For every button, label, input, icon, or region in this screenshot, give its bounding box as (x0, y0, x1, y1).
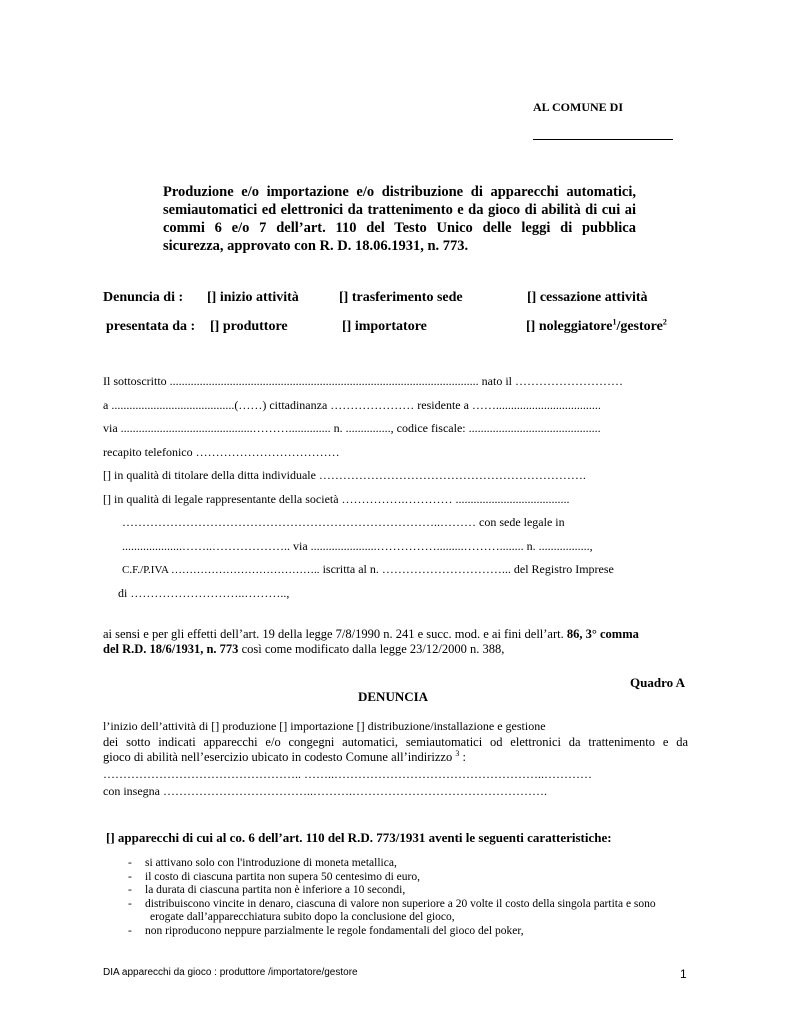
title-line: semiautomatici ed elettronici da trattenimento e da gioco di abilità di cui ai (163, 202, 636, 218)
title-line: sicurezza, approvato con R. D. 18.06.1931, n. 773. (163, 238, 469, 254)
quadro-label: Quadro A (630, 675, 686, 690)
form-line-sede-legale[interactable]: ……………………………………………………………………..……… con sede legale in (122, 515, 565, 529)
form-line-legale-rappresentante[interactable]: [] in qualità di legale rappresentante della società …………….………… ...................................... (103, 492, 570, 506)
form-line-cf-piva[interactable] (122, 562, 614, 577)
title-line: commi 6 e/o 7 dell’art. 110 del Testo Unico delle leggi di pubblica (163, 220, 636, 236)
inizio-paragraph (103, 735, 688, 765)
checkbox-importatore[interactable]: [] importatore (342, 319, 427, 334)
recipient-label: AL COMUNE DI (533, 100, 624, 114)
address-blank-line[interactable]: ………………………………………….. ……..……………………………………………..………… (103, 767, 592, 781)
denuncia-heading: DENUNCIA (358, 689, 429, 704)
list-item: - non riproducono neppure parzialmente le regole fondamentali del gioco del poker, (128, 924, 524, 937)
legal-text: così come modificato dalla legge 23/12/2000 n. 388, (238, 642, 505, 656)
list-item: - distribuiscono vincite in denaro, ciascuna di valore non superiore a 20 volte il costo della singola partita e sono erogate dall’apparecchiatura subito dopo la conclusione del gioco, (128, 897, 656, 924)
form-line-telefono[interactable]: recapito telefonico ……………………………… (103, 445, 340, 459)
footnote-ref: 1 (612, 317, 617, 327)
document-title (163, 183, 636, 255)
list-item: - il costo di ciascuna partita non supera 50 centesimo di euro, (128, 870, 420, 883)
footnote-ref: 2 (662, 317, 667, 327)
inizio-line-end: : (459, 750, 466, 764)
list-item: - si attivano solo con l'introduzione di moneta metallica, (128, 857, 397, 869)
presentata-label: presentata da : (106, 319, 196, 334)
inizio-line: dei sotto indicati apparecchi e/o congegni automatici, semiautomatici od elettronici da trattenimento e da (103, 735, 688, 749)
legal-text: ai sensi e per gli effetti dell’art. 19 della legge 7/8/1990 n. 241 e succ. mod. e ai fini dell’art. (103, 627, 564, 641)
form-line-titolare[interactable]: [] in qualità di titolare della ditta individuale …………………………………………………………. (103, 468, 586, 482)
form-line-via[interactable]: ....................……..……………….. via ......................…………….........………........ n. ................., (122, 539, 593, 553)
gestore-text: /gestore (616, 319, 663, 334)
checkbox-inizio-attivita[interactable]: [] inizio attività (207, 290, 299, 305)
checkbox-trasferimento-sede[interactable]: [] trasferimento sede (339, 290, 463, 305)
conditions-list (128, 857, 698, 939)
title-line: Produzione e/o importazione e/o distribuzione di apparecchi automatici, (163, 184, 636, 200)
apparecchi-checkbox-heading[interactable]: [] apparecchi di cui al co. 6 dell’art. 110 del R.D. 773/1931 aventi le seguenti caratteristiche: (106, 830, 612, 845)
inizio-options-line[interactable]: l’inizio dell’attività di [] produzione [] importazione [] distribuzione/installazione e gestione (103, 719, 546, 733)
checkbox-noleggiatore-gestore[interactable] (526, 319, 667, 335)
footnote-ref: 3 (455, 748, 460, 758)
checkbox-produttore[interactable]: [] produttore (210, 319, 288, 334)
inizio-line: gioco di abilità nell’esercizio ubicato in codesto Comune all’indirizzo (103, 750, 456, 764)
legal-bold: 86, 3° comma (563, 627, 639, 641)
form-line-di[interactable]: di ………………………..……….., (118, 586, 290, 600)
denuncia-label: Denuncia di : (103, 290, 184, 305)
checkbox-cessazione-attivita[interactable]: [] cessazione attività (527, 290, 648, 305)
iscritta-text: iscritta al n. …………………………... del Registro Imprese (319, 562, 614, 576)
form-line-indirizzo[interactable]: via ............................................……….............. n. ..............., codice fiscale: ............................................ (103, 421, 601, 435)
cf-label: C.F./P.IVA ………………………………….. (122, 564, 320, 576)
legal-bold: del R.D. 18/6/1931, n. 773 (103, 642, 239, 656)
list-item: - la durata di ciascuna partita non è inferiore a 10 secondi, (128, 884, 406, 897)
insegna-line[interactable]: con insegna ………………………………..……….…………………………………………. (103, 784, 547, 798)
form-line-residenza[interactable]: a .........................................(……) cittadinanza ………………… residente a ……................................... (103, 398, 601, 412)
page-footer: DIA apparecchi da gioco : produttore /importatore/gestore (103, 967, 358, 978)
noleggiatore-text: [] noleggiatore (526, 319, 613, 334)
recipient-blank-line (533, 139, 673, 140)
legal-basis-paragraph (103, 627, 688, 657)
form-line-sottoscritto[interactable]: Il sottoscritto ....................................................................................................... nato il ……………………… (103, 374, 623, 388)
page-number: 1 (680, 967, 687, 981)
